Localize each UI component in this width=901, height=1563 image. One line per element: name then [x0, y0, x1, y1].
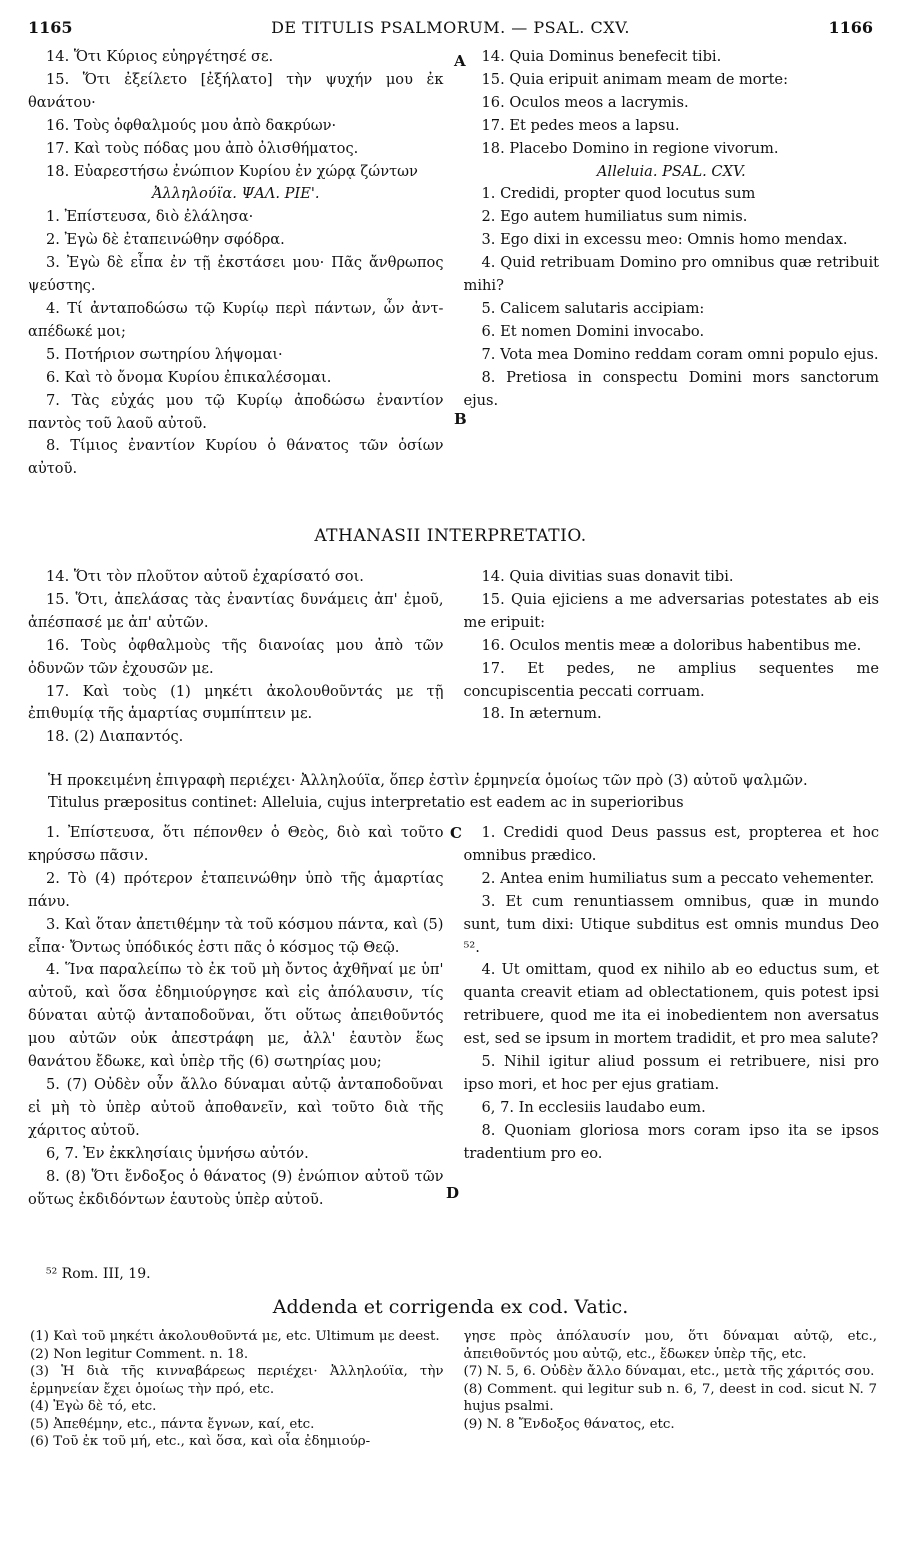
latin-verse: 15. Quia ejiciens a me adversarias potestates ab eis me eripuit: [463, 590, 879, 631]
greek-column [28, 566, 448, 749]
addenda-note: (4) Ἐγὼ δὲ τό, etc. [30, 1399, 157, 1414]
footnote: ⁵² Rom. III, 19. [46, 1266, 151, 1282]
addenda-note: (5) Ἀπεθέμην, etc., πάντα ἔγνων, καί, etc. [30, 1416, 315, 1432]
addenda-note: (9) N. 8 Ἔνδοξος θάνατος, etc. [463, 1416, 675, 1432]
greek-verse: 5. Ποτήριον σωτηρίου λήψομαι· [46, 345, 283, 363]
title-note-greek: Ἡ προκειμένη ἐπιγραφὴ περιέχει· Ἀλληλούϊα, ὅπερ ἐστὶν ἑρμηνεία ὁμοίως τῶν πρὸ (3) αὐτοῦ ψαλμῶν. [48, 772, 808, 789]
greek-verse: 18. Εὐαρεστήσω ἐνώπιον Κυρίου ἐν χώρᾳ ζώντων [46, 162, 418, 180]
greek-verse: 4. Τί ἀνταποδώσω τῷ Κυρίῳ περὶ πάντων, ὧν ἀντ-απέδωκέ μοι; [28, 299, 444, 340]
commentary-block [28, 822, 879, 1211]
latin-verse: 1. Credidi, propter quod locutus sum [481, 185, 756, 203]
greek-verse: 2. Ἐγὼ δὲ ἐταπεινώθην σφόδρα. [46, 231, 285, 249]
greek-verse: 1. Ἐπίστευσα, ὅτι πέπονθεν ὁ Θεὸς, διὸ καὶ τοῦτο κηρύσσω πᾶσιν. [28, 824, 444, 864]
page-header [28, 18, 873, 40]
latin-verse: 17. Et pedes meos a lapsu. [481, 116, 680, 134]
greek-verse: 8. Τίμιος ἐναντίον Κυρίου ὁ θάνατος τῶν ὁσίων αὐτοῦ. [28, 437, 444, 478]
latin-verse: 3. Et cum renuntiassem omnibus, quæ in mundo sunt, tum dixi: Utique subditus est omnis mundus Deo ⁵². [463, 892, 879, 956]
addenda-note: (7) N. 5, 6. Οὐδὲν ἄλλο δύναμαι, etc., μετὰ τῆς χάριτός σου. [463, 1364, 875, 1379]
latin-verse: 18. In æternum. [481, 705, 602, 723]
latin-verse: 4. Ut omittam, quod ex nihilo ab eo eductus sum, et quanta creavit etiam ad oblectationem, quis potest ipsi retribuere, quod me ita ei inobedientem non aversatus est, sed se ipsum in mortem tradidit, et pro mea salute? [463, 961, 879, 1048]
latin-verse: 8. Quoniam gloriosa mors coram ipso ita se ipsos tradentium pro eo. [463, 1121, 879, 1162]
greek-verse: 5. (7) Οὐδὲν οὖν ἄλλο δύναμαι αὐτῷ ἀνταποδοῦναι εἰ μὴ τὸ ὑπὲρ αὐτοῦ ἀποθανεῖν, καὶ τοῦτο διὰ τῆς χάριτος αὐτοῦ. [28, 1075, 444, 1139]
latin-verse: 14. Quia Dominus benefecit tibi. [481, 48, 722, 65]
margin-marker-a: A [454, 52, 466, 70]
latin-verse: 5. Calicem salutaris accipiam: [481, 299, 705, 317]
addenda-note: (1) Καὶ τοῦ μηκέτι ἀκολουθοῦντά με, etc. Ultimum με deest. [30, 1329, 440, 1344]
addenda-note: (8) Comment. qui legitur sub n. 6, 7, deest in cod. sicut N. 7 hujus psalmi. [463, 1381, 877, 1414]
latin-verse: 17. Et pedes, ne amplius sequentes me concupiscentia peccati corruam. [463, 659, 879, 700]
title-note [28, 770, 879, 814]
greek-verse: 2. Τὸ (4) πρότερον ἐταπεινώθην ὑπὸ τῆς ἁμαρτίας πάνυ. [28, 869, 444, 910]
latin-verse: 5. Nihil igitur aliud possum ei retribuere, nisi pro ipso mori, et hoc per ejus gratiam. [463, 1053, 879, 1093]
title-note-latin: Titulus præpositus continet: Alleluia, cujus interpretatio est eadem ac in superioribus [48, 794, 684, 811]
margin-marker-c: C [450, 824, 462, 842]
latin-verse: 14. Quia divitias suas donavit tibi. [481, 568, 734, 585]
addenda-right-column [464, 1328, 878, 1451]
latin-column [464, 822, 880, 1211]
latin-column [464, 46, 880, 481]
latin-verse: 18. Placebo Domino in regione vivorum. [481, 139, 779, 157]
latin-verse: 1. Credidi quod Deus passus est, propterea et hoc omnibus prædico. [463, 824, 879, 864]
latin-verse: 15. Quia eripuit animam meam de morte: [481, 70, 788, 88]
addenda-title: Addenda et corrigenda ex cod. Vatic. [272, 1296, 629, 1318]
greek-verse: 6, 7. Ἐν ἐκκλησίαις ὑμνήσω αὐτόν. [46, 1144, 309, 1162]
greek-verse: 17. Καὶ τοὺς πόδας μου ἀπὸ ὀλισθήματος. [46, 139, 359, 157]
latin-psalm-heading: Alleluia. PSAL. CXV. [596, 162, 746, 180]
latin-verse: 6, 7. In ecclesiis laudabo eum. [481, 1098, 706, 1116]
addenda-note: (3) Ἡ διὰ τῆς κινναβάρεως περιέχει· Ἀλληλούϊα, τὴν ἑρμηνείαν ἔχει ὁμοίως τὴν πρό, etc. [30, 1364, 444, 1397]
margin-marker-b: B [454, 410, 467, 428]
greek-verse: 1. Ἐπίστευσα, διὸ ἐλάλησα· [46, 208, 254, 226]
greek-verse: 15. Ὅτι, ἀπελάσας τὰς ἐναντίας δυνάμεις ἀπ' ἐμοῦ, ἀπέσπασέ με ἀπ' αὐτῶν. [28, 590, 444, 631]
latin-verse: 16. Oculos meos a lacrymis. [481, 93, 689, 111]
greek-verse: 15. Ὅτι ἐξείλετο [ἐξήλατο] τὴν ψυχήν μου ἐκ θανάτου· [28, 70, 444, 111]
addenda-block [30, 1328, 877, 1451]
addenda-left-column [30, 1328, 444, 1451]
psalm-text-block [28, 46, 879, 481]
greek-verse: 14. Ὅτι τὸν πλοῦτον αὐτοῦ ἐχαρίσατό σοι. [46, 568, 364, 585]
latin-column [464, 566, 880, 749]
addenda-note: γησε πρὸς ἀπόλαυσίν μου, ὅτι δύναμαι αὐτῷ, etc., ἀπειθοῦντός μου αὐτῷ, etc., ἔδωκεν ὑπὲρ τῆς, etc. [463, 1329, 877, 1362]
greek-verse: 8. (8) Ὅτι ἔνδοξος ὁ θάνατος (9) ἐνώπιον αὐτοῦ τῶν οὕτως ἐκδιδόντων ἑαυτοὺς ὑπὲρ αὐτοῦ. [28, 1167, 444, 1208]
greek-verse: 18. (2) Διαπαντός. [46, 728, 184, 746]
greek-verse: 3. Καὶ ὅταν ἀπετιθέμην τὰ τοῦ κόσμου πάντα, καὶ (5) εἶπα· Ὄντως ὑπόδικός ἐστι πᾶς ὁ κόσμος τῷ Θεῷ. [28, 915, 444, 956]
greek-verse: 3. Ἐγὼ δὲ εἶπα ἐν τῇ ἐκστάσει μου· Πᾶς ἄνθρωπος ψεύστης. [28, 254, 444, 295]
addenda-note: (2) Non legitur Comment. n. 18. [30, 1346, 249, 1362]
latin-verse: 7. Vota mea Domino reddam coram omni populo ejus. [481, 345, 879, 363]
greek-column [28, 46, 448, 481]
greek-verse: 14. Ὅτι Κύριος εὐηργέτησέ σε. [46, 48, 274, 65]
greek-verse: 7. Τὰς εὐχάς μου τῷ Κυρίῳ ἀποδώσω ἐναντίον παντὸς τοῦ λαοῦ αὐτοῦ. [28, 391, 444, 432]
page-number-right: 1166 [828, 18, 873, 37]
margin-marker-d: D [446, 1184, 460, 1202]
greek-verse: 17. Καὶ τοὺς (1) μηκέτι ἀκολουθοῦντάς με τῇ ἐπιθυμίᾳ τῆς ἁμαρτίας συμπίπτειν με. [28, 682, 444, 723]
latin-verse: 16. Oculos mentis meæ a doloribus habentibus me. [481, 636, 862, 654]
greek-verse: 16. Τοὺς ὀφθαλμοὺς τῆς διανοίας μου ἀπὸ τῶν ὀδυνῶν τῶν ἐχουσῶν με. [28, 636, 444, 677]
latin-verse: 2. Ego autem humiliatus sum nimis. [481, 208, 748, 226]
greek-verse: 16. Τοὺς ὀφθαλμούς μου ἀπὸ δακρύων· [46, 116, 337, 134]
greek-verse: 6. Καὶ τὸ ὄνομα Κυρίου ἐπικαλέσομαι. [46, 368, 332, 386]
greek-psalm-heading: Ἀλληλούϊα. ΨΑΛ. ΡΙΕ'. [151, 185, 320, 203]
latin-verse: 3. Ego dixi in excessu meo: Omnis homo mendax. [481, 231, 848, 249]
section-title: ATHANASII INTERPRETATIO. [314, 526, 587, 546]
latin-verse: 6. Et nomen Domini invocabo. [481, 322, 705, 340]
latin-verse: 2. Antea enim humiliatus sum a peccato vehementer. [481, 869, 875, 887]
interpretation-block [28, 566, 879, 749]
running-title: DE TITULIS PSALMORUM. — PSAL. CXV. [271, 18, 630, 37]
addenda-note: (6) Τοῦ ἐκ τοῦ μή, etc., καὶ ὅσα, καὶ οἷα ἐδημιούρ- [30, 1434, 371, 1449]
latin-verse: 8. Pretiosa in conspectu Domini mors sanctorum ejus. [463, 368, 879, 409]
greek-verse: 4. Ἵνα παραλείπω τὸ ἐκ τοῦ μὴ ὄντος ἀχθῆναί με ὑπ' αὐτοῦ, καὶ ὅσα ἐδημιούργησε καὶ εἰς ἀπόλαυσιν, τίς δύναται αὐτῷ ἀνταποδοῦναι, ὅτι οὕτως ἀπειθοῦντός μου αὐτῶν οὐκ ἀπεστράφη με, ἀλλ' ἑαυτὸν ἕως θανάτου ἔδωκε, καὶ ὑπὲρ τῆς (6) σωτηρίας μου; [28, 961, 444, 1071]
page-number-left: 1165 [28, 18, 73, 37]
greek-column [28, 822, 448, 1211]
latin-verse: 4. Quid retribuam Domino pro omnibus quæ retribuit mihi? [463, 254, 879, 295]
